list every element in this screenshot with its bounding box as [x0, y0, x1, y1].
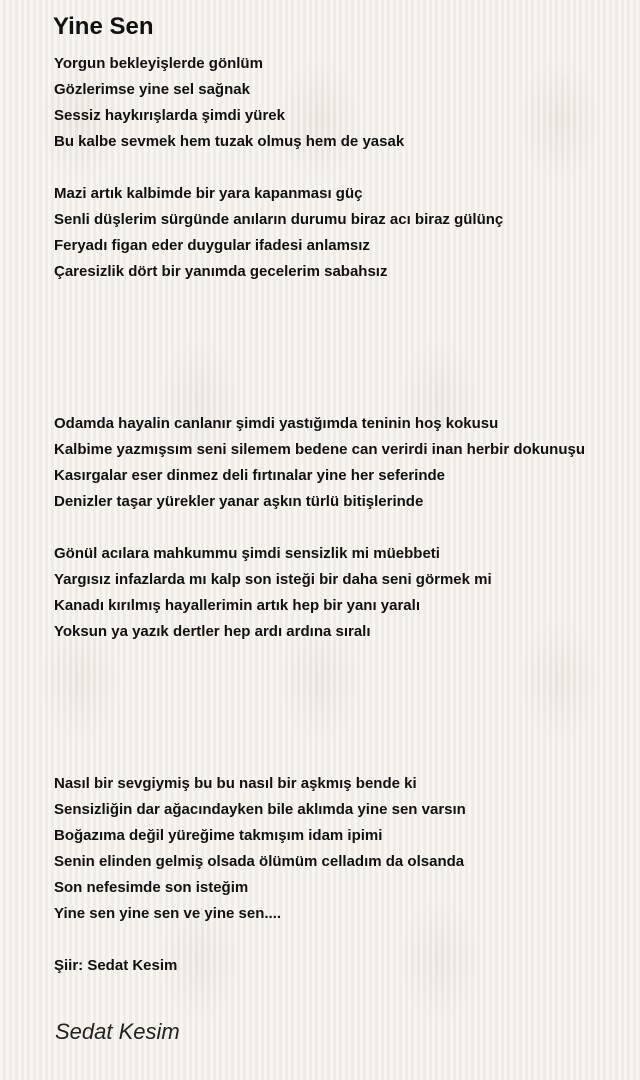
poem-line: Mazi artık kalbimde bir yara kapanması güç: [54, 185, 363, 202]
poem-line: Son nefesimde son isteğim: [54, 879, 249, 896]
poem-line: Yargısız infazlarda mı kalp son isteği bir daha seni görmek mi: [54, 571, 492, 588]
poem-line: Senin elinden gelmiş olsada ölümüm celladım da olsanda: [54, 853, 465, 870]
poem-line: Feryadı figan eder duygular ifadesi anlamsız: [54, 237, 370, 254]
poem-line: Yine sen yine sen ve yine sen....: [54, 905, 282, 922]
poem-line: Odamda hayalin canlanır şimdi yastığımda teninin hoş kokusu: [54, 415, 499, 432]
poem-line: Senli düşlerim sürgünde anıların durumu biraz acı biraz gülünç: [54, 211, 504, 228]
poem-line: Gözlerimse yine sel sağnak: [54, 81, 250, 98]
poem-line: Çaresizlik dört bir yanımda gecelerim sabahsız: [54, 263, 388, 280]
poem-line: Sessiz haykırışlarda şimdi yürek: [54, 107, 285, 124]
poem-line: Nasıl bir sevgiymiş bu bu nasıl bir aşkmış bende ki: [54, 775, 417, 792]
poem-title: Yine Sen: [53, 13, 154, 40]
poem-line: Gönül acılara mahkummu şimdi sensizlik mi müebbeti: [54, 545, 440, 562]
poem-line: Kanadı kırılmış hayallerimin artık hep bir yanı yaralı: [54, 597, 420, 614]
poem-line: Boğazıma değil yüreğime takmışım idam ipimi: [54, 827, 383, 844]
poem-credit: Şiir: Sedat Kesim: [54, 957, 178, 974]
poem-line: Denizler taşar yürekler yanar aşkın türlü bitişlerinde: [54, 493, 424, 510]
poem-line: Kasırgalar eser dinmez deli fırtınalar yine her seferinde: [54, 467, 445, 484]
poem-line: Bu kalbe sevmek hem tuzak olmuş hem de yasak: [54, 133, 405, 150]
poem-line: Yoksun ya yazık dertler hep ardı ardına sıralı: [54, 623, 371, 640]
poem-line: Yorgun bekleyişlerde gönlüm: [54, 55, 263, 72]
poem-line: Kalbime yazmışsım seni silemem bedene can verirdi inan herbir dokunuşu: [54, 441, 586, 458]
poem-line: Sensizliğin dar ağacındayken bile aklımda yine sen varsın: [54, 801, 466, 818]
author-signature: Sedat Kesim: [55, 1019, 180, 1044]
